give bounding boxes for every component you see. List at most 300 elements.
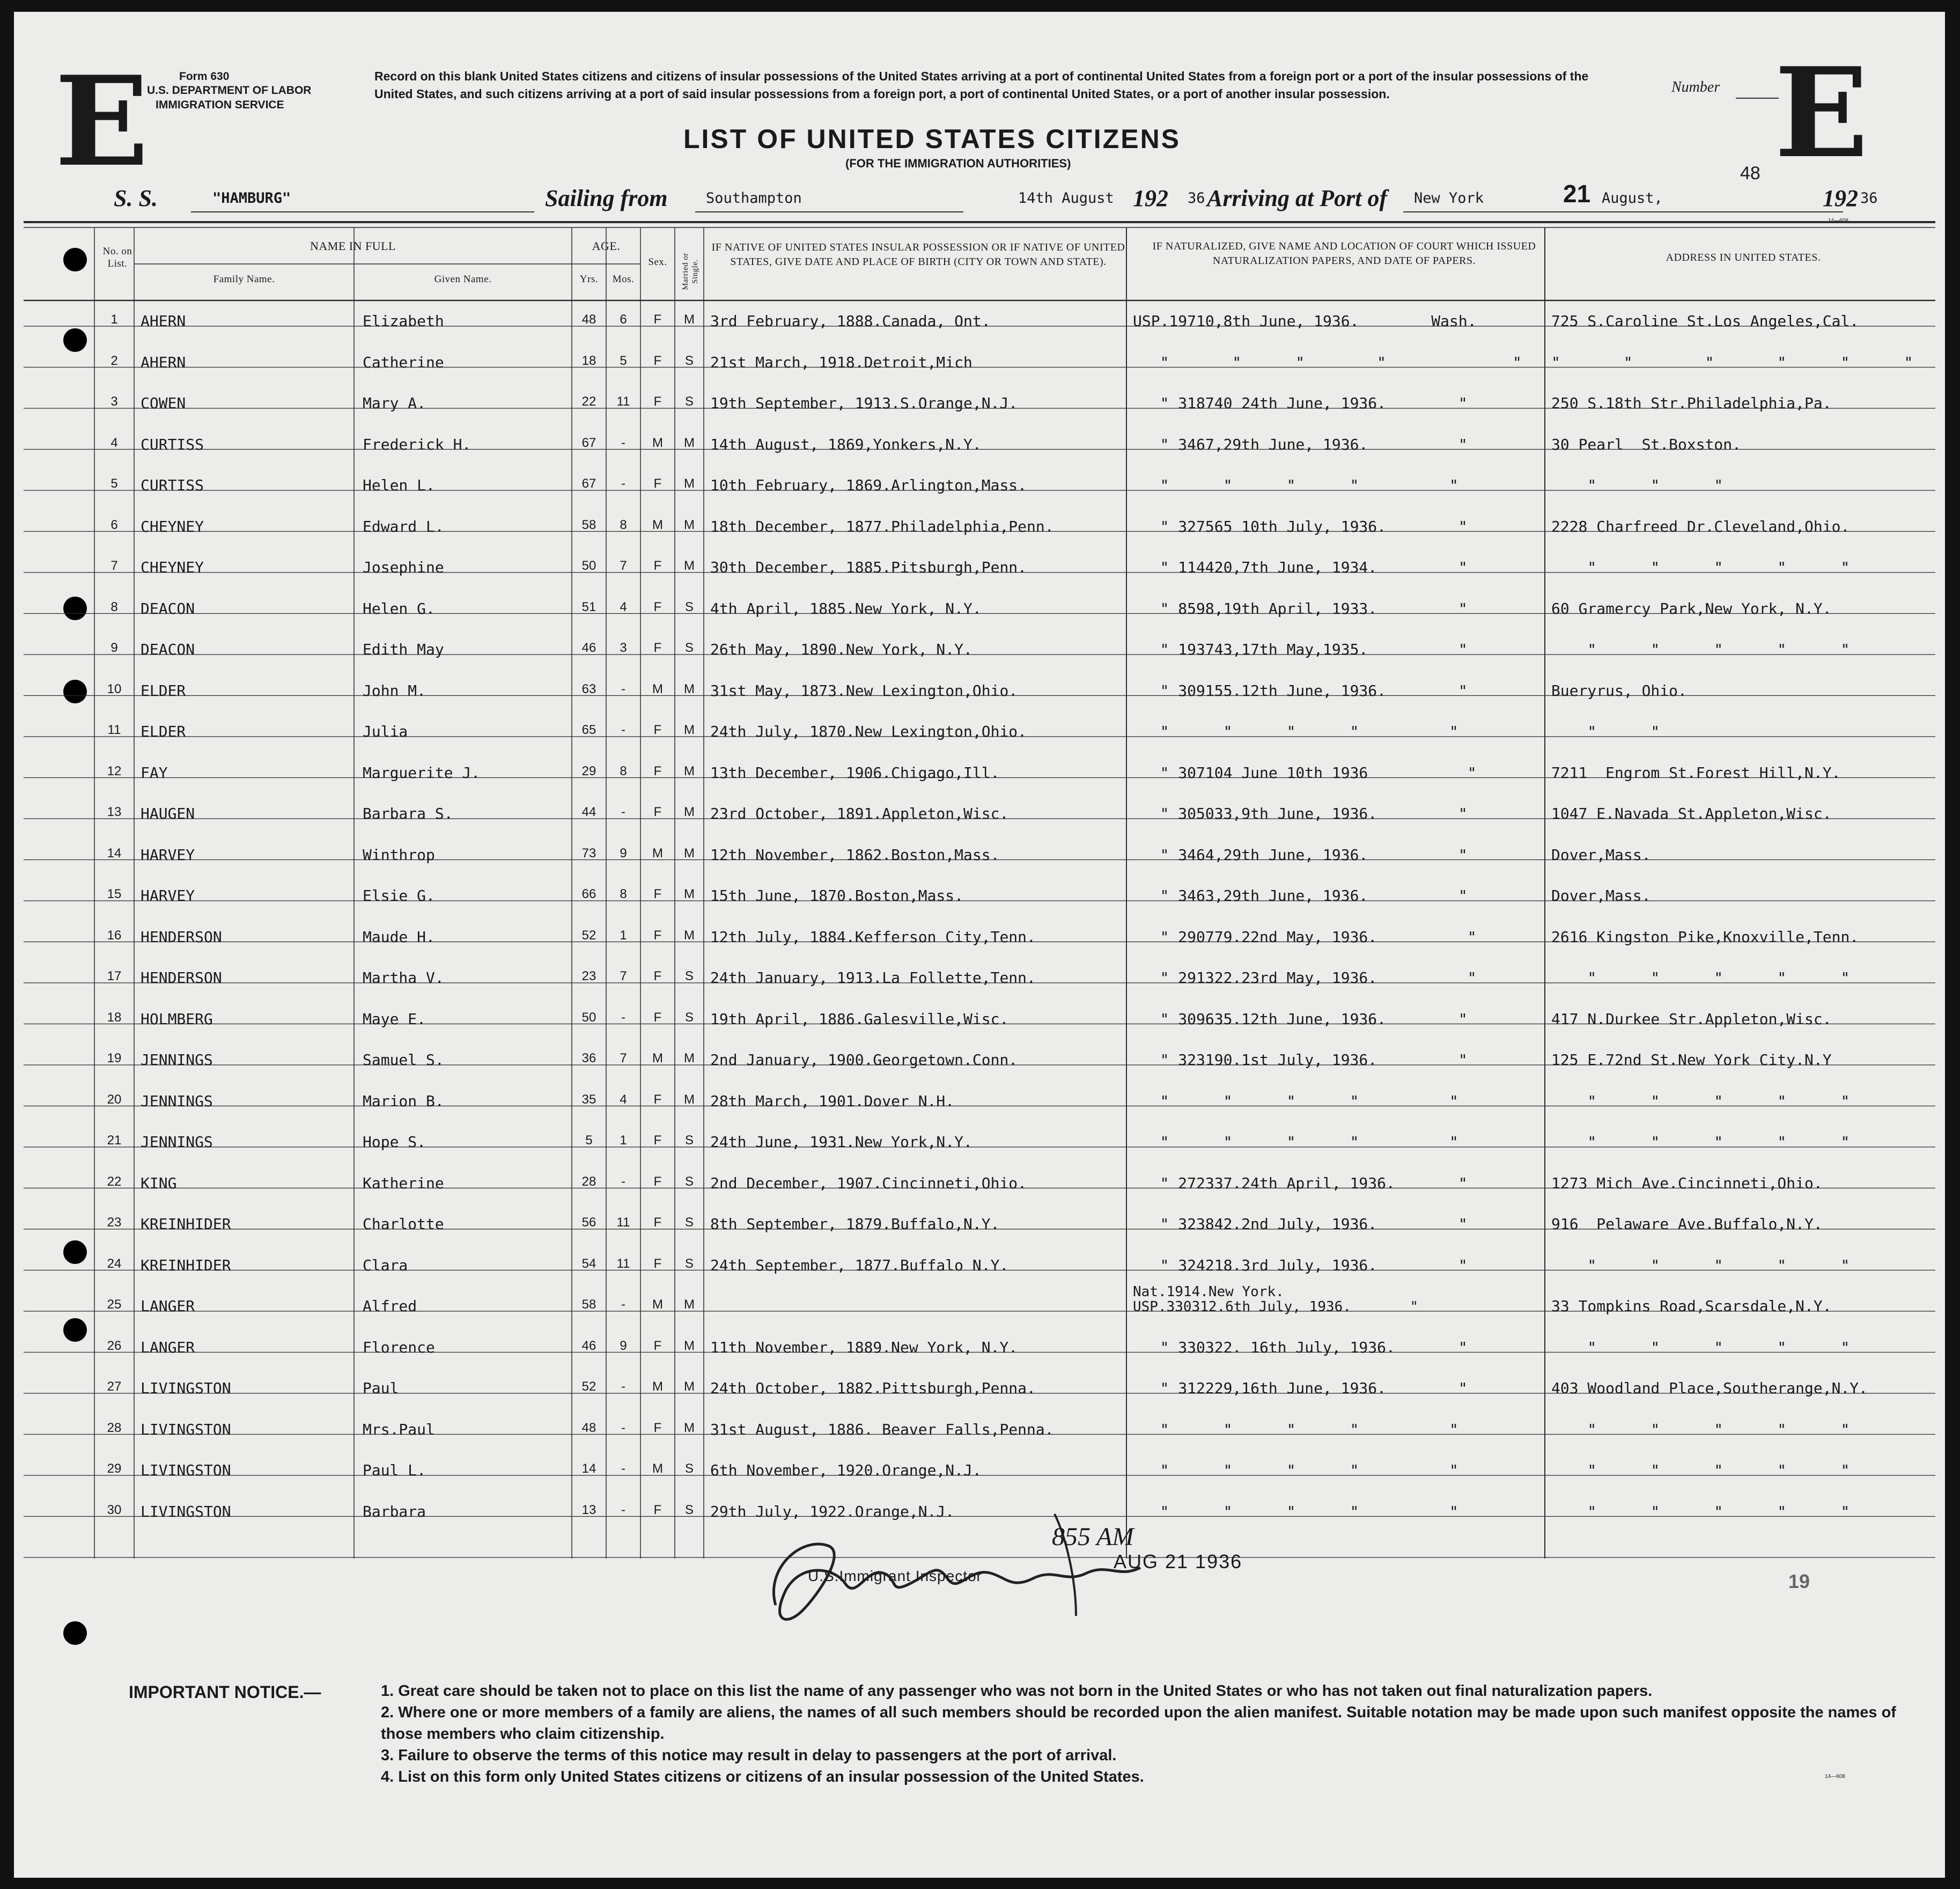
address-cell: 725 S.Caroline St.Los Angeles,Cal. [1551, 312, 1859, 330]
family-name-cell: HENDERSON [141, 928, 222, 946]
birth-cell: 24th July, 1870.New Lexington,Ohio. [710, 723, 1027, 740]
marital-status-cell: M [684, 1379, 695, 1394]
sex-cell: M [652, 846, 663, 861]
col-header-name-in-full: NAME IN FULL [310, 239, 396, 253]
naturalization-cell: " 290779.22nd May, 1936. " [1133, 928, 1477, 946]
sex-cell: F [653, 558, 662, 573]
age-months-cell: - [621, 1297, 625, 1312]
row-number: 18 [107, 1010, 122, 1025]
marital-status-cell: M [684, 723, 695, 737]
family-name-cell: ELDER [141, 723, 186, 740]
table-row [14, 415, 1945, 457]
marital-status-cell: S [684, 353, 694, 368]
age-years-cell: 54 [581, 1256, 596, 1271]
marital-status-cell: M [684, 1338, 695, 1353]
age-years-cell: 46 [581, 641, 596, 655]
given-name-cell: Paul [363, 1379, 399, 1397]
birth-cell: 31st August, 1886. Beaver Falls,Penna. [710, 1420, 1054, 1438]
address-cell: " " " " " [1551, 1338, 1850, 1356]
right-letter-mark: E [1774, 41, 1869, 186]
sailing-from-label: Sailing from [545, 185, 668, 211]
address-cell: " " " " " [1551, 1092, 1850, 1110]
given-name-cell: Clara [363, 1256, 408, 1274]
marital-status-cell: M [684, 1051, 695, 1065]
birth-cell: 28th March, 1901.Dover N.H. [710, 1092, 955, 1110]
family-name-cell: FAY [141, 763, 168, 782]
naturalization-cell: " 327565 10th July, 1936. " [1133, 517, 1468, 535]
age-months-cell: 11 [616, 1215, 630, 1230]
marital-status-cell: M [684, 763, 695, 778]
age-months-cell: 11 [616, 1256, 630, 1271]
form-number: Form 630 [179, 70, 230, 83]
family-name-cell: LANGER [141, 1338, 195, 1356]
table-row [14, 866, 1945, 908]
address-cell: 30 Pearl St.Boxston. [1551, 435, 1742, 453]
address-cell: 33 Tompkins Road,Scarsdale,N.Y. [1551, 1297, 1832, 1315]
row-number: 5 [110, 476, 118, 491]
age-months-cell: - [621, 1461, 625, 1476]
table-row [14, 538, 1945, 579]
page-number: 19 [1788, 1570, 1810, 1592]
given-name-cell: Frederick H. [363, 435, 471, 453]
family-name-cell: AHERN [141, 353, 186, 371]
given-name-cell: Samuel S. [363, 1051, 444, 1069]
birth-cell: 12th July, 1884.Kefferson City,Tenn. [710, 928, 1036, 946]
col-header-naturalized: IF NATURALIZED, GIVE NAME AND LOCATION OF COURT WHICH ISSUED NATURALIZATION PAPERS, AND DATE OF PAPERS. [1152, 240, 1536, 267]
birth-cell: 2nd January, 1900.Georgetown.Conn. [710, 1051, 1018, 1069]
row-number: 2 [110, 353, 118, 368]
naturalization-cell: USP.19710,8th June, 1936. Wash. [1133, 312, 1477, 330]
age-years-cell: 13 [581, 1502, 596, 1517]
col-header-age: AGE. [592, 239, 621, 253]
given-name-cell: Barbara S. [363, 805, 453, 822]
year-suffix-1: 36 [1188, 190, 1205, 207]
given-name-cell: Elsie G. [363, 887, 435, 905]
naturalization-cell: " 272337.24th April, 1936. " [1133, 1174, 1468, 1192]
address-cell: 7211 Engrom St.Forest Hill,N.Y. [1551, 763, 1841, 782]
given-name-cell: John M. [363, 681, 426, 700]
family-name-cell: DEACON [141, 641, 195, 658]
given-name-cell: Julia [363, 723, 408, 740]
given-name-cell: Charlotte [363, 1215, 444, 1233]
age-years-cell: 48 [581, 312, 596, 327]
page-subtitle: (FOR THE IMMIGRATION AUTHORITIES) [845, 157, 1071, 170]
table-row [14, 1236, 1945, 1277]
address-cell: 417 N.Durkee Str.Appleton,Wisc. [1551, 1010, 1832, 1028]
sex-cell: F [653, 1010, 662, 1025]
sex-cell: F [653, 1092, 662, 1107]
naturalization-cell: " 3463,29th June, 1936. " [1133, 887, 1468, 905]
sex-cell: F [653, 1338, 662, 1353]
table-row [14, 1441, 1945, 1482]
naturalization-cell: " 318740 24th June, 1936. " [1133, 394, 1468, 412]
birth-cell: 29th July, 1922.Orange,N.J. [710, 1502, 955, 1520]
address-cell: " " [1551, 723, 1660, 740]
arrival-time-handwritten: 855 AM [1052, 1523, 1134, 1551]
birth-cell: 24th January, 1913.La Follette,Tenn. [710, 969, 1036, 987]
left-letter-mark: E [55, 49, 149, 194]
age-months-cell: - [621, 1420, 625, 1435]
marital-status-cell: S [684, 1174, 694, 1189]
sex-cell: F [653, 1502, 662, 1517]
table-row [14, 497, 1945, 539]
sex-cell: M [652, 1297, 663, 1312]
given-name-cell: Martha V. [363, 969, 444, 987]
address-cell: 60 Gramercy Park,New York, N.Y. [1551, 599, 1832, 618]
table-row [14, 1072, 1945, 1113]
form-service: IMMIGRATION SERVICE [156, 98, 284, 111]
naturalization-cell: " " " " " [1133, 1502, 1458, 1520]
naturalization-cell: " 323190.1st July, 1936. " [1133, 1051, 1468, 1069]
marital-status-cell: M [684, 887, 695, 901]
table-row [14, 990, 1945, 1031]
age-years-cell: 73 [581, 846, 596, 861]
age-years-cell: 14 [581, 1461, 596, 1476]
address-cell: " " " " " [1551, 1461, 1850, 1479]
age-months-cell: - [621, 1010, 625, 1025]
naturalization-cell: " 305033,9th June, 1936. " [1133, 805, 1468, 822]
family-name-cell: AHERN [141, 312, 186, 330]
table-row [14, 579, 1945, 621]
birth-cell: 19th April, 1886.Galesville,Wisc. [710, 1010, 1009, 1028]
age-years-cell: 50 [581, 558, 596, 573]
naturalization-cell: " 312229,16th June, 1936. " [1133, 1379, 1468, 1397]
date-stamp: AUG 21 1936 [1114, 1550, 1243, 1572]
sex-cell: F [653, 723, 662, 737]
row-number: 10 [107, 681, 122, 696]
table-row [14, 1154, 1945, 1195]
age-years-cell: 67 [581, 435, 596, 450]
birth-cell: 24th June, 1931.New York,N.Y. [710, 1133, 972, 1151]
birth-cell: 14th August, 1869,Yonkers,N.Y. [710, 435, 982, 453]
birth-cell: 10th February, 1869.Arlington,Mass. [710, 476, 1027, 494]
birth-cell: 4th April, 1885.New York, N.Y. [710, 599, 982, 618]
table-row [14, 374, 1945, 415]
notice-heading: IMPORTANT NOTICE.— [129, 1682, 321, 1702]
row-number: 16 [107, 928, 122, 943]
row-number: 30 [107, 1502, 122, 1517]
address-cell: " " " " " [1551, 1502, 1850, 1520]
age-months-cell: 6 [620, 312, 627, 327]
page-title: LIST OF UNITED STATES CITIZENS [683, 124, 1181, 154]
age-months-cell: - [621, 1379, 625, 1394]
row-number: 14 [107, 846, 122, 861]
year-prefix-2: 192 [1823, 185, 1858, 211]
birth-cell: 30th December, 1885.Pitsburgh,Penn. [710, 558, 1027, 576]
age-years-cell: 48 [581, 1420, 596, 1435]
sex-cell: F [653, 1215, 662, 1230]
age-months-cell: 7 [620, 969, 627, 983]
important-notice [129, 1680, 1915, 1788]
age-years-cell: 56 [581, 1215, 596, 1230]
birth-cell: 15th June, 1870.Boston,Mass. [710, 887, 964, 905]
given-name-cell: Catherine [363, 353, 444, 371]
arrival-month: August, [1602, 190, 1663, 207]
given-name-cell: Maude H. [363, 928, 435, 946]
document-sheet [14, 12, 1945, 1878]
row-number: 22 [107, 1174, 122, 1189]
age-years-cell: 50 [581, 1010, 596, 1025]
given-name-cell: Edward L. [363, 517, 444, 535]
table-row [14, 826, 1945, 867]
family-name-cell: ELDER [141, 681, 186, 700]
table-row [14, 908, 1945, 949]
departure-date: 14th August [1018, 190, 1114, 207]
family-name-cell: JENNINGS [141, 1092, 213, 1110]
age-years-cell: 29 [581, 763, 596, 778]
naturalization-cell: " 309635.12th June, 1936. " [1133, 1010, 1468, 1028]
marital-status-cell: S [684, 1215, 694, 1230]
sex-cell: M [652, 681, 663, 696]
naturalization-cell: " 330322. 16th July, 1936. " [1133, 1338, 1468, 1356]
age-years-cell: 51 [581, 599, 596, 614]
row-number: 1 [110, 312, 118, 327]
naturalization-cell: " 193743,17th May,1935. " [1133, 641, 1468, 658]
address-cell: 916 Pelaware Ave.Buffalo,N.Y. [1551, 1215, 1823, 1233]
row-number: 26 [107, 1338, 122, 1353]
table-row [14, 1113, 1945, 1154]
given-name-cell: Winthrop [363, 846, 435, 864]
age-years-cell: 52 [581, 1379, 596, 1394]
birth-cell: 3rd February, 1888.Canada, Ont. [710, 312, 991, 330]
birth-cell: 6th November, 1920.Orange,N.J. [710, 1461, 982, 1479]
row-number: 15 [107, 887, 122, 901]
col-header-months: Mos. [612, 274, 635, 285]
given-name-cell: Katherine [363, 1174, 444, 1192]
row-number: 4 [110, 435, 118, 450]
col-header-address: ADDRESS IN UNITED STATES. [1666, 252, 1821, 263]
arriving-label: Arriving at Port of [1207, 185, 1388, 211]
family-name-cell: HAUGEN [141, 805, 195, 822]
age-months-cell: 8 [620, 763, 627, 778]
address-cell: Dover,Mass. [1551, 846, 1651, 864]
arrival-port: New York [1414, 190, 1484, 207]
naturalization-cell: " 291322.23rd May, 1936. " [1133, 969, 1477, 987]
age-months-cell: - [621, 476, 625, 491]
age-months-cell: - [621, 435, 625, 450]
sex-cell: M [652, 1461, 663, 1476]
notice-item: 1. Great care should be taken not to place on this list the name of any passenger who was not born in the United States or who has not taken out final naturalization papers. [381, 1682, 1653, 1700]
age-months-cell: 8 [620, 517, 627, 532]
marital-status-cell: M [684, 681, 695, 696]
address-cell: " " " " " [1551, 969, 1850, 987]
birth-cell: 24th September, 1877.Buffalo N.Y. [710, 1256, 1009, 1274]
sex-cell: F [653, 394, 662, 409]
row-number: 11 [107, 723, 121, 737]
row-number: 8 [110, 599, 118, 614]
table-row [14, 744, 1945, 785]
marital-status-cell: S [684, 969, 694, 983]
address-cell: 1047 E.Navada St.Appleton,Wisc. [1551, 805, 1832, 822]
address-cell: 1273 Mich Ave.Cincinneti,Ohio. [1551, 1174, 1823, 1192]
row-number: 20 [107, 1092, 122, 1107]
family-name-cell: JENNINGS [141, 1133, 213, 1151]
family-name-cell: LANGER [141, 1297, 195, 1315]
row-number: 3 [110, 394, 118, 409]
table-row [14, 1318, 1945, 1359]
age-months-cell: - [621, 681, 625, 696]
sheet-number-handwritten: 48 [1740, 163, 1760, 183]
age-years-cell: 52 [581, 928, 596, 943]
marital-status-cell: M [684, 312, 695, 327]
col-header-given-name: Given Name. [434, 274, 492, 285]
family-name-cell: HARVEY [141, 846, 195, 864]
birth-cell: 19th September, 1913.S.Orange,N.J. [710, 394, 1018, 412]
bottom-form-code: 14—608 [1825, 1774, 1845, 1780]
age-months-cell: 9 [620, 846, 627, 861]
age-years-cell: 35 [581, 1092, 596, 1107]
marital-status-cell: M [684, 1092, 695, 1107]
age-years-cell: 36 [581, 1051, 596, 1065]
age-years-cell: 67 [581, 476, 596, 491]
birth-cell: 31st May, 1873.New Lexington,Ohio. [710, 681, 1018, 700]
sex-cell: F [653, 969, 662, 983]
arrival-day: 21 [1563, 180, 1591, 208]
age-years-cell: 58 [581, 517, 596, 532]
age-months-cell: 4 [620, 1092, 627, 1107]
naturalization-cell: " 8598,19th April, 1933. " [1133, 599, 1468, 618]
row-number: 17 [107, 969, 122, 983]
family-name-cell: HENDERSON [141, 969, 222, 987]
birth-cell: 18th December, 1877.Philadelphia,Penn. [710, 517, 1054, 535]
marital-status-cell: M [684, 1297, 695, 1312]
age-months-cell: 7 [620, 558, 627, 573]
table-row [14, 784, 1945, 826]
marital-status-cell: M [684, 846, 695, 861]
age-months-cell: - [621, 805, 625, 819]
naturalization-cell: " " " " " [1133, 1461, 1458, 1479]
given-name-cell: Marguerite J. [363, 763, 481, 782]
notice-item: 3. Failure to observe the terms of this notice may result in delay to passengers at the port of arrival. [381, 1747, 1117, 1765]
address-cell: " " " " " [1551, 1133, 1850, 1151]
address-cell: " " " [1551, 476, 1723, 494]
given-name-cell: Paul L. [363, 1461, 426, 1479]
birth-cell: 24th October, 1882.Pittsburgh,Penna. [710, 1379, 1036, 1397]
table-row [14, 456, 1945, 497]
ship-name: "HAMBURG" [212, 190, 291, 207]
family-name-cell: LIVINGSTON [141, 1379, 231, 1397]
family-name-cell: JENNINGS [141, 1051, 213, 1069]
row-number: 25 [107, 1297, 122, 1312]
marital-status-cell: M [684, 1420, 695, 1435]
naturalization-cell: Nat.1914.New York. USP.330312.6th July, 1936. " [1133, 1284, 1419, 1314]
marital-status-cell: M [684, 558, 695, 573]
given-name-cell: Marion B. [363, 1092, 444, 1110]
family-name-cell: HARVEY [141, 887, 195, 905]
row-number: 13 [107, 805, 122, 819]
age-months-cell: - [621, 723, 625, 737]
birth-cell: 2nd December, 1907.Cincinneti,Ohio. [710, 1174, 1027, 1192]
marital-status-cell: S [684, 1010, 694, 1025]
family-name-cell: KREINHIDER [141, 1256, 231, 1274]
given-name-cell: Hope S. [363, 1133, 426, 1151]
row-number: 6 [110, 517, 118, 532]
row-number: 27 [107, 1379, 122, 1394]
age-years-cell: 44 [581, 805, 596, 819]
number-label: Number [1671, 79, 1720, 95]
naturalization-cell: " " " " " [1133, 1092, 1458, 1110]
address-cell: " " " " " " [1551, 353, 1913, 371]
row-number: 12 [107, 763, 122, 778]
age-years-cell: 66 [581, 887, 596, 901]
birth-cell: 23rd October, 1891.Appleton,Wisc. [710, 805, 1009, 822]
col-header-family-name: Family Name. [213, 274, 275, 285]
address-cell: 125 E.72nd St.New York City.N.Y [1551, 1051, 1832, 1069]
table-row [14, 1195, 1945, 1236]
naturalization-cell: " " " " " [1133, 1420, 1458, 1438]
naturalization-cell: " 3464,29th June, 1936. " [1133, 846, 1468, 864]
age-months-cell: 7 [620, 1051, 627, 1065]
marital-status-cell: M [684, 476, 695, 491]
age-months-cell: 1 [620, 928, 627, 943]
marital-status-cell: M [684, 517, 695, 532]
sex-cell: F [653, 1133, 662, 1148]
age-months-cell: 11 [616, 394, 630, 409]
sex-cell: F [653, 353, 662, 368]
marital-status-cell: S [684, 641, 694, 655]
inspector-caption: U.S.Immigrant Inspector [808, 1568, 982, 1584]
table-row [14, 1277, 1945, 1318]
marital-status-cell: M [684, 928, 695, 943]
sex-cell: F [653, 805, 662, 819]
age-years-cell: 63 [581, 681, 596, 696]
address-cell: " " " " " [1551, 1420, 1850, 1438]
age-years-cell: 58 [581, 1297, 596, 1312]
sex-cell: F [653, 1174, 662, 1189]
family-name-cell: LIVINGSTON [141, 1420, 231, 1438]
naturalization-cell: " 309155.12th June, 1936. " [1133, 681, 1468, 700]
table-row [14, 949, 1945, 990]
address-cell: 403 Woodland Place,Southerange,N.Y. [1551, 1379, 1868, 1397]
marital-status-cell: S [684, 1256, 694, 1271]
naturalization-cell: " 324218.3rd July, 1936. " [1133, 1256, 1468, 1274]
col-header-number: No. on List. [102, 246, 132, 269]
row-number: 9 [110, 641, 118, 655]
age-years-cell: 28 [581, 1174, 596, 1189]
family-name-cell: CURTISS [141, 435, 204, 453]
age-months-cell: 1 [620, 1133, 627, 1148]
notice-items [381, 1680, 1915, 1788]
given-name-cell: Mary A. [363, 394, 426, 412]
year-prefix-1: 192 [1133, 185, 1168, 211]
given-name-cell: Florence [363, 1338, 435, 1356]
departure-port: Southampton [706, 190, 802, 207]
family-name-cell: COWEN [141, 394, 186, 412]
family-name-cell: DEACON [141, 599, 195, 618]
col-header-sex: Sex. [648, 256, 667, 268]
age-months-cell: 4 [620, 599, 627, 614]
sex-cell: M [652, 1379, 663, 1394]
birth-cell: 8th September, 1879.Buffalo,N.Y. [710, 1215, 1000, 1233]
birth-cell: 11th November, 1889.New York, N.Y. [710, 1338, 1018, 1356]
marital-status-cell: S [684, 1502, 694, 1517]
age-months-cell: 5 [620, 353, 627, 368]
table-row [14, 292, 1945, 333]
address-cell: Dover,Mass. [1551, 887, 1651, 905]
table-row [14, 1400, 1945, 1442]
age-years-cell: 65 [581, 723, 596, 737]
top-instruction: Record on this blank United States citizens and citizens of insular possessions of the United States arriving at a port of continental United States from a foreign port or a port of the insular possessions of the United States, and such citizens arriving at a port of said insular possessions from a foreign port, a port of continental United States, or a port of another insular possession. [374, 69, 1589, 101]
age-years-cell: 23 [581, 969, 596, 983]
given-name-cell: Helen G. [363, 599, 435, 618]
sex-cell: F [653, 476, 662, 491]
sex-cell: M [652, 1051, 663, 1065]
row-number: 24 [107, 1256, 122, 1271]
birth-cell: 26th May, 1890.New York, N.Y. [710, 641, 972, 658]
sex-cell: F [653, 928, 662, 943]
table-row [14, 1031, 1945, 1072]
table-row [14, 333, 1945, 374]
